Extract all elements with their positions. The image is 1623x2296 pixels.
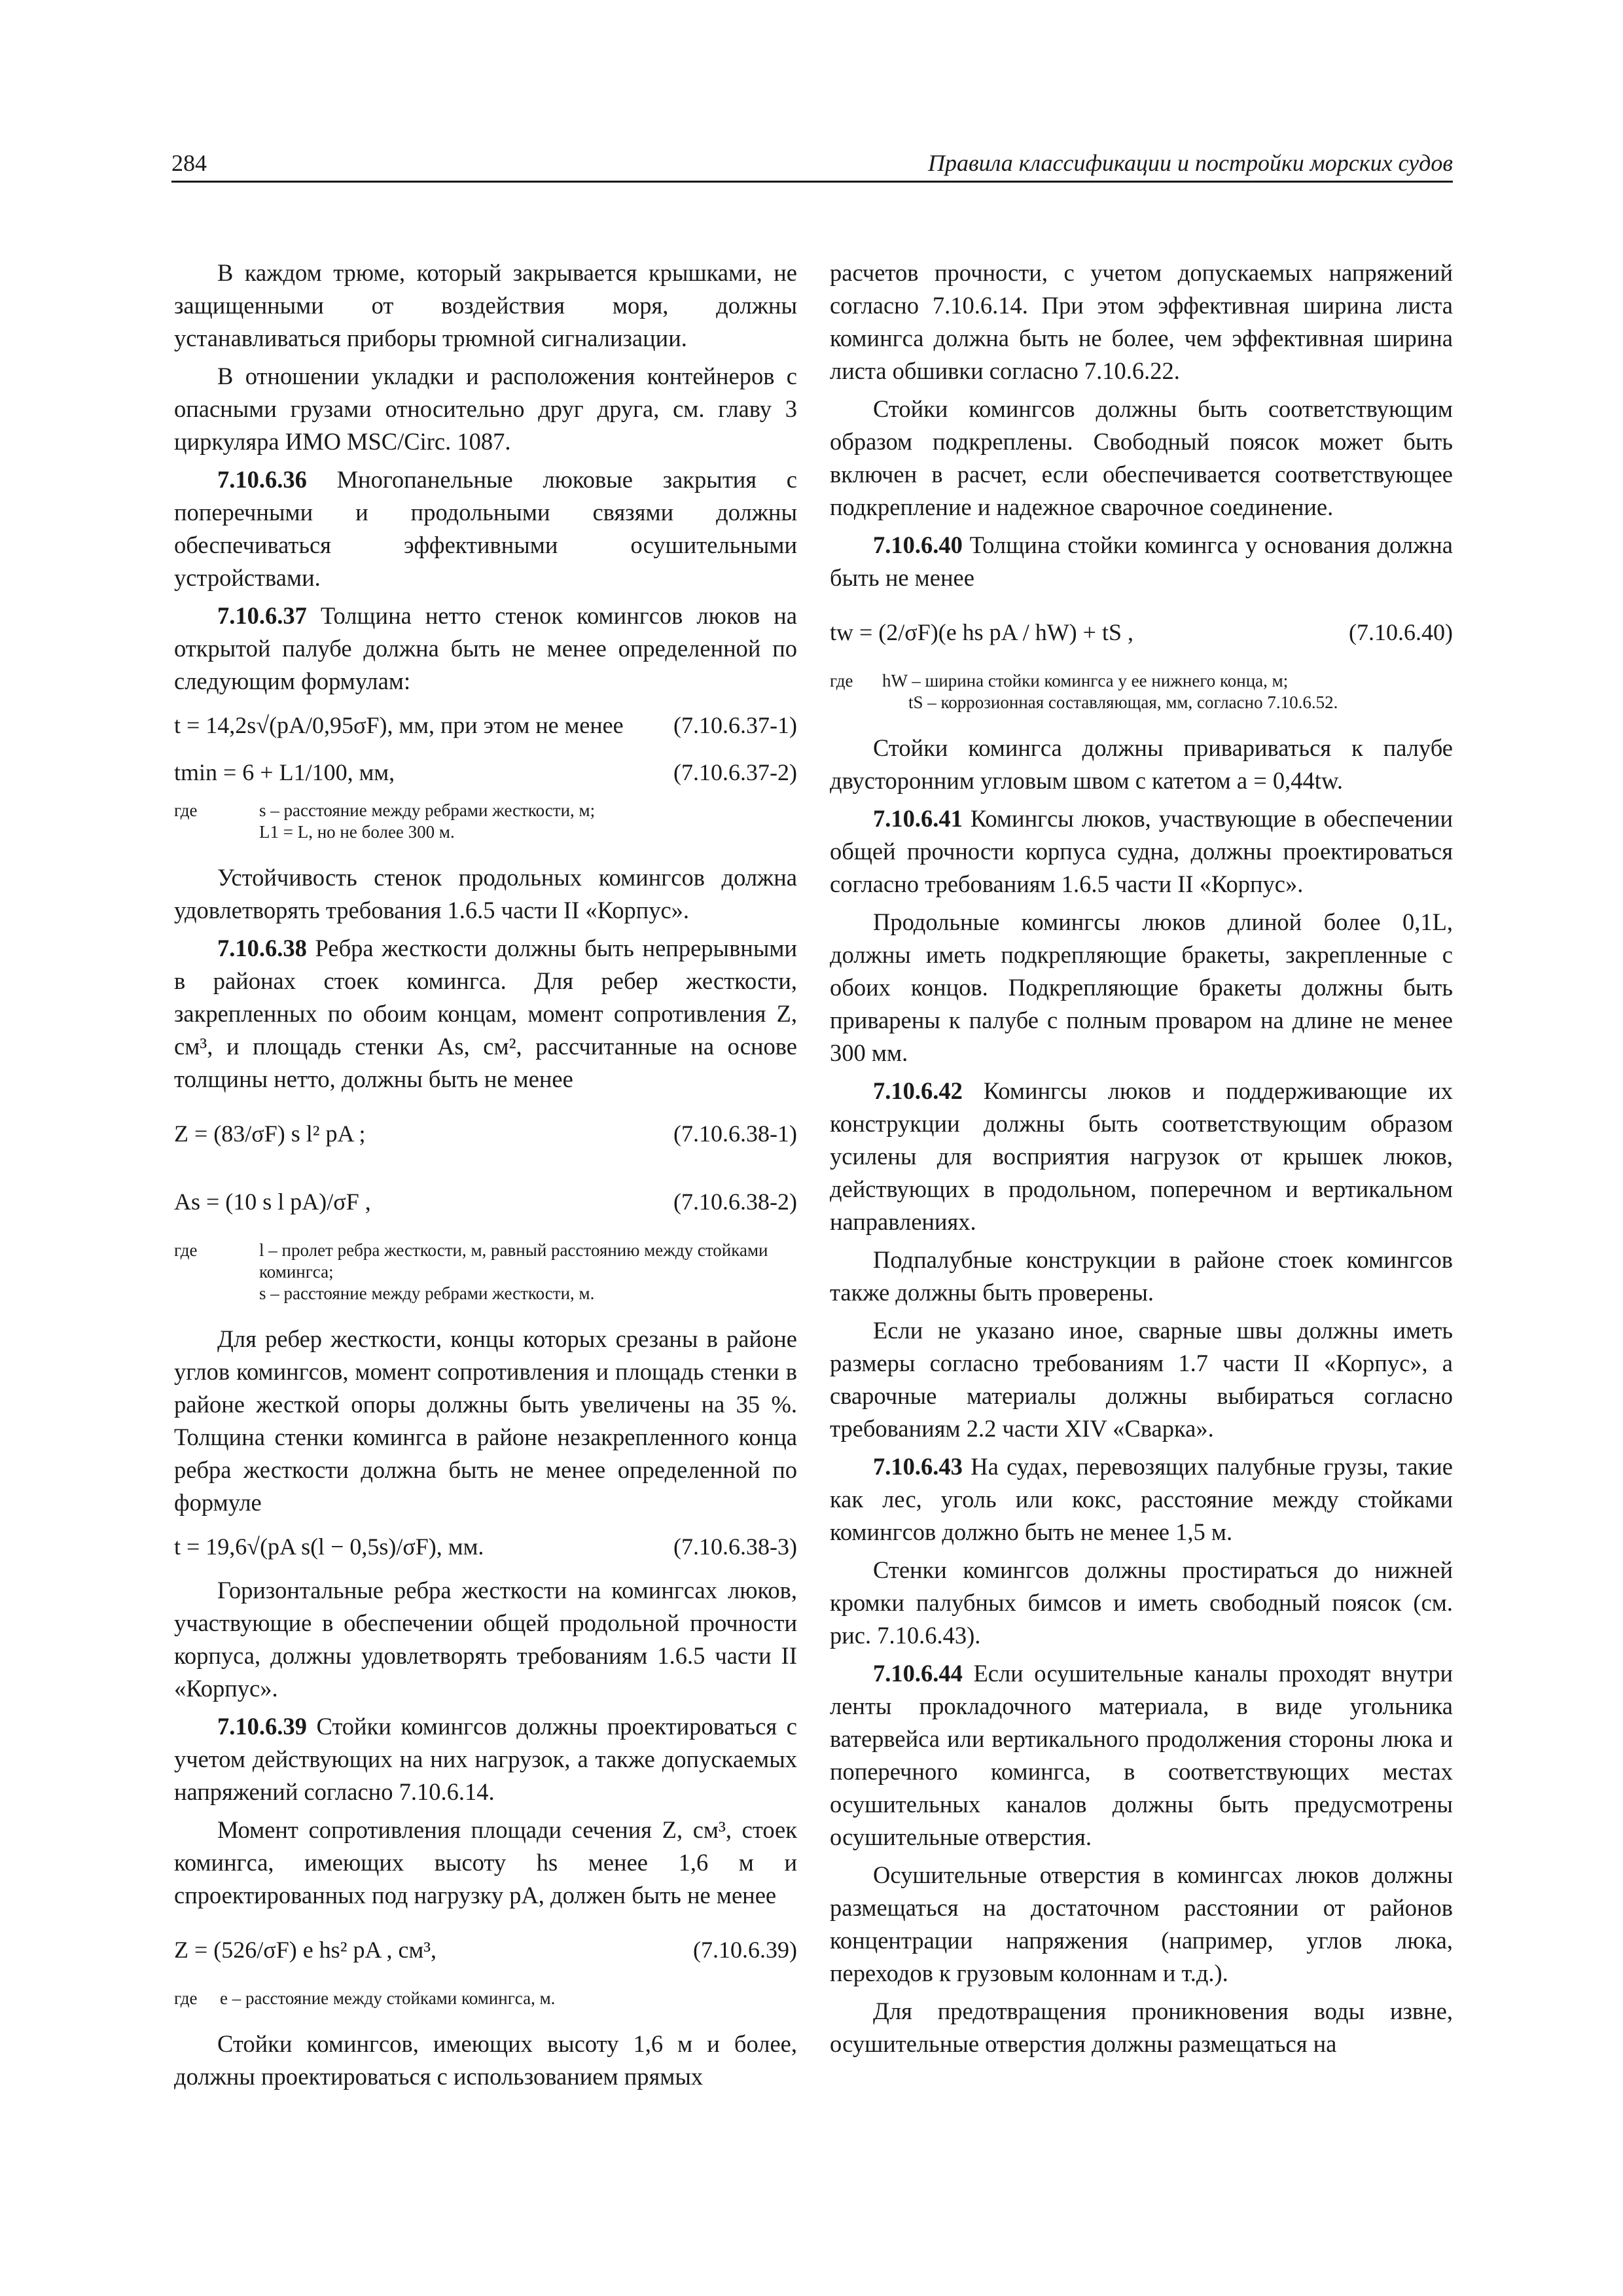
formula <box>174 706 797 745</box>
legend-item: hW – ширина стойки комингса у ее нижнего конца, м; <box>882 671 1289 691</box>
legend-item: e – расстояние между стойками комингса, м. <box>220 1988 556 2008</box>
formula <box>174 1172 797 1232</box>
running-title: Правила классификации и постройки морских судов <box>928 150 1453 176</box>
equation-number: (7.10.6.37-1) <box>673 712 797 738</box>
paragraph <box>174 932 797 1096</box>
where-label: где <box>830 671 853 691</box>
paragraph <box>174 600 797 698</box>
paragraph <box>830 1450 1453 1549</box>
paragraph: Горизонтальные ребра жесткости на комингсах люков, участвующие в обеспечении общей продольной прочности корпуса, должны удовлетворять требованиям 1.6.5 части II «Корпус». <box>174 1577 797 1702</box>
formula-expression: t = 19,6√(pA s(l − 0,5s)/σF), мм. <box>174 1534 484 1560</box>
paragraph <box>830 529 1453 594</box>
clause-number: 7.10.6.43 <box>873 1453 963 1480</box>
right-column <box>830 257 1453 2066</box>
legend-item: s – расстояние между ребрами жесткости, м; <box>259 800 596 820</box>
paragraph: Осушительные отверстия в комингсах люков должны размещаться на достаточном расстоянии от районов концентрации напряжения (например, углов люка, переходов к грузовым колоннам и т.д.). <box>830 1861 1453 1986</box>
legend-item: L1 = L, но не более 300 м. <box>259 822 455 842</box>
paragraph <box>830 1075 1453 1238</box>
formula <box>174 1103 797 1164</box>
clause-text: Стойки комингсов должны проектироваться с учетом действующих на них нагрузок, а также допускаемых напряжений согласно 7.10.6.14. <box>174 1713 797 1805</box>
formula-expression: t = 14,2s√(pA/0,95σF), мм, при этом не менее <box>174 712 624 738</box>
formula-expression: tw = (2/σF)(e hs pA / hW) + tS , <box>830 619 1133 645</box>
paragraph <box>830 1657 1453 1854</box>
equation-number: (7.10.6.39) <box>693 1937 797 1963</box>
formula-expression: Z = (83/σF) s l² pA ; <box>174 1121 366 1147</box>
paragraph: Стойки комингса должны привариваться к палубе двусторонним угловым швом с катетом a = 0,44tw. <box>830 734 1453 794</box>
equation-number: (7.10.6.38-2) <box>673 1189 797 1215</box>
page-number: 284 <box>171 150 207 176</box>
equation-number: (7.10.6.38-3) <box>673 1534 797 1560</box>
formula <box>830 602 1453 662</box>
clause-number: 7.10.6.37 <box>217 602 307 629</box>
where-label: где <box>174 800 198 820</box>
clause-text: Многопанельные люковые закрытия с поперечными и продольными связями должны обеспечиваться эффективными осушительными устройствами. <box>174 466 797 591</box>
formula <box>174 753 797 792</box>
paragraph: В каждом трюме, который закрывается крышками, не защищенными от воздействия моря, должны устанавливаться приборы трюмной сигнализации. <box>174 259 797 351</box>
formula-expression: Z = (526/σF) e hs² pA , см³, <box>174 1937 437 1963</box>
paragraph: Если не указано иное, сварные швы должны иметь размеры согласно требованиям 1.7 части II «Корпус», а сварочные материалы должны выбираться согласно требованиям 2.2 части XIV «Сварка». <box>830 1317 1453 1442</box>
clause-number: 7.10.6.39 <box>217 1713 307 1740</box>
clause-number: 7.10.6.36 <box>217 466 307 493</box>
formula-legend <box>830 670 1453 713</box>
clause-text: Ребра жесткости должны быть непрерывными в районах стоек комингса. Для ребер жесткости, закрепленных по обоим концам, момент сопротивления Z, см³, и площадь стенки As, см², рассчитанные на основе толщины нетто, должны быть не менее <box>174 935 797 1092</box>
equation-number: (7.10.6.40) <box>1349 619 1453 645</box>
formula-legend <box>174 1988 797 2009</box>
clause-text: Комингсы люков и поддерживающие их конструкции должны быть соответствующим образом усилены для восприятия нагрузок от крышек люков, действующих в продольном, поперечном и вертикальном направлениях. <box>830 1077 1453 1235</box>
paragraph: расчетов прочности, с учетом допускаемых напряжений согласно 7.10.6.14. При этом эффективная ширина листа комингса должна быть не более, чем эффективная ширина листа обшивки согласно 7.10.6.22. <box>830 259 1453 384</box>
equation-number: (7.10.6.38-1) <box>673 1121 797 1147</box>
equation-number: (7.10.6.37-2) <box>673 759 797 785</box>
clause-text: Толщина стойки комингса у основания должна быть не менее <box>830 531 1453 591</box>
paragraph: Стойки комингсов должны быть соответствующим образом подкреплены. Свободный поясок может быть включен в расчет, если обеспечивается соответствующее подкрепление и надежное сварочное соединение. <box>830 395 1453 520</box>
legend-item: tS – коррозионная составляющая, мм, согласно 7.10.6.52. <box>908 692 1338 712</box>
paragraph: Продольные комингсы люков длиной более 0,1L, должны иметь подкрепляющие бракеты, закрепленные с обоих концов. Подкрепляющие бракеты должны быть приварены к палубе с полным проваром на длине не менее 300 мм. <box>830 908 1453 1066</box>
legend-item: s – расстояние между ребрами жесткости, м. <box>259 1283 595 1303</box>
clause-number: 7.10.6.41 <box>873 805 963 832</box>
paragraph: Момент сопротивления площади сечения Z, см³, стоек комингса, имеющих высоту hs менее 1,6 м и спроектированных под нагрузку pA, должен быть не менее <box>174 1816 797 1909</box>
clause-number: 7.10.6.38 <box>217 935 307 961</box>
paragraph <box>830 802 1453 901</box>
clause-text: Комингсы люков, участвующие в обеспечении общей прочности корпуса судна, должны проектироваться согласно требованиям 1.6.5 части II «Корпус». <box>830 805 1453 897</box>
where-label: где <box>174 1240 198 1260</box>
formula <box>174 1920 797 1980</box>
clause-number: 7.10.6.40 <box>873 531 963 558</box>
clause-number: 7.10.6.44 <box>873 1660 963 1687</box>
formula-legend <box>174 800 797 843</box>
clause-text: Если осушительные каналы проходят внутри ленты прокладочного материала, в виде угольника ватервейса или вертикального продолжения стороны люка и поперечного комингса, в соответствующих местах осушительных каналов должны быть предусмотрены осушительные отверстия. <box>830 1660 1453 1850</box>
paragraph: Для предотвращения проникновения воды извне, осушительные отверстия должны размещаться на <box>830 1998 1453 2057</box>
paragraph: Устойчивость стенок продольных комингсов должна удовлетворять требования 1.6.5 части II «Корпус». <box>174 864 797 924</box>
clause-number: 7.10.6.42 <box>873 1077 963 1104</box>
paragraph: Стенки комингсов должны простираться до нижней кромки палубных бимсов и иметь свободный поясок (см. рис. 7.10.6.43). <box>830 1556 1453 1649</box>
legend-item: l – пролет ребра жесткости, м, равный расстоянию между стойками комингса; <box>259 1240 768 1282</box>
formula <box>174 1527 797 1566</box>
paragraph: Подпалубные конструкции в районе стоек комингсов также должны быть проверены. <box>830 1246 1453 1306</box>
page-header <box>171 149 1453 183</box>
paragraph: В отношении укладки и расположения контейнеров с опасными грузами относительно друг друга, см. главу 3 циркуляра ИМО MSC/Circ. 1087. <box>174 363 797 455</box>
formula-expression: As = (10 s l pA)/σF , <box>174 1189 371 1215</box>
clause-text: Толщина нетто стенок комингсов люков на открытой палубе должна быть не менее определенной по следующим формулам: <box>174 602 797 694</box>
formula-expression: tmin = 6 + L1/100, мм, <box>174 759 395 785</box>
paragraph <box>174 1710 797 1808</box>
clause-text: На судах, перевозящих палубные грузы, такие как лес, уголь или кокс, расстояние между стойками комингсов должно быть не менее 1,5 м. <box>830 1453 1453 1545</box>
paragraph: Стойки комингсов, имеющих высоту 1,6 м и более, должны проектироваться с использованием прямых <box>174 2030 797 2090</box>
paragraph: Для ребер жесткости, концы которых срезаны в районе углов комингсов, момент сопротивления и площадь стенки в районе жесткой опоры должны быть увеличены на 35 %. Толщина стенки комингса в районе незакрепленного конца ребра жесткости должна быть не менее определенной по формуле <box>174 1325 797 1516</box>
paragraph <box>174 463 797 594</box>
formula-legend <box>174 1240 797 1304</box>
where-label: где <box>174 1988 198 2008</box>
left-column <box>174 257 797 2098</box>
